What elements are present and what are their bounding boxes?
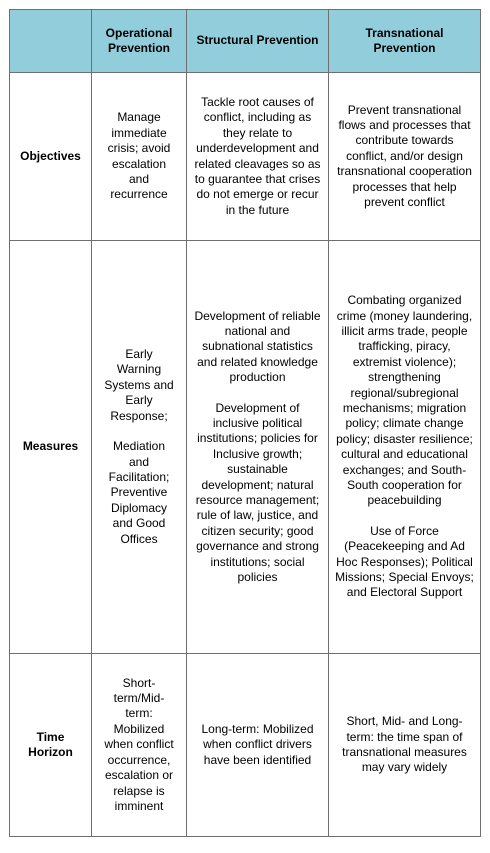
- measures-structural-text-2: Development of inclusive political institutions; policies for Inclusive growth; sustainable development; natural resource management; rule of law, justice, and citizen security; good governance and strong institutions; social policies: [195, 400, 320, 585]
- time-horizon-row: [10, 654, 481, 837]
- row-label-time-horizon: Time Horizon: [10, 654, 92, 837]
- header-row: [10, 10, 481, 73]
- prevention-table-container: [9, 9, 481, 837]
- time-horizon-transnational-text: Short, Mid- and Long-term: the time span of transnational measures may vary widely: [342, 714, 467, 775]
- measures-transnational-text-1: Combating organized crime (money laundering, illicit arms trade, people trafficking, piracy, extremist violence); strengthening regional/subregional mechanisms; migration policy; climate change policy; disaster resilience; cultural and educational exchanges; and South-South cooperation for peacebuilding: [336, 293, 473, 508]
- header-corner-cell: [10, 10, 92, 73]
- measures-row: [10, 241, 481, 654]
- objectives-operational-cell: [92, 73, 187, 241]
- objectives-row: [10, 73, 481, 241]
- objectives-transnational-text: Prevent transnational flows and processes that contribute towards conflict, and/or design transnational cooperation processes that help prevent conflict: [337, 102, 472, 210]
- measures-transnational-cell: [329, 241, 481, 654]
- time-horizon-transnational-cell: [329, 654, 481, 837]
- objectives-transnational-cell: [329, 73, 481, 241]
- objectives-structural-text: Tackle root causes of conflict, including as they relate to underdevelopment and related cleavages so as to guarantee that crises do not emerge or recur in the future: [194, 94, 321, 217]
- measures-operational-text-1: Early Warning Systems and Early Response;: [104, 347, 174, 423]
- objectives-operational-text: Manage immediate crisis; avoid escalation and recurrence: [107, 110, 171, 202]
- measures-structural-text-1: Development of reliable national and subnational statistics and related knowledge production: [194, 308, 321, 385]
- measures-operational-cell: [92, 241, 187, 654]
- time-horizon-operational-text: Short-term/Mid-term: Mobilized when conflict occurrence, escalation or relapse is imminent: [104, 675, 174, 813]
- measures-operational-text-2: Mediation and Facilitation; Preventive Diplomacy and Good Offices: [108, 439, 170, 546]
- time-horizon-structural-text: Long-term: Mobilized when conflict drivers have been identified: [201, 721, 314, 767]
- time-horizon-structural-cell: [187, 654, 329, 837]
- header-transnational-prevention: Transnational Prevention: [329, 10, 481, 73]
- measures-structural-cell: [187, 241, 329, 654]
- prevention-table: [9, 9, 481, 837]
- row-label-measures: Measures: [10, 241, 92, 654]
- row-label-objectives: Objectives: [10, 73, 92, 241]
- time-horizon-operational-cell: [92, 654, 187, 837]
- header-structural-prevention: Structural Prevention: [187, 10, 329, 73]
- measures-transnational-text-2: Use of Force (Peacekeeping and Ad Hoc Responses); Political Missions; Special Envoys; and Electoral Support: [335, 523, 474, 600]
- objectives-structural-cell: [187, 73, 329, 241]
- header-operational-prevention: Operational Prevention: [92, 10, 187, 73]
